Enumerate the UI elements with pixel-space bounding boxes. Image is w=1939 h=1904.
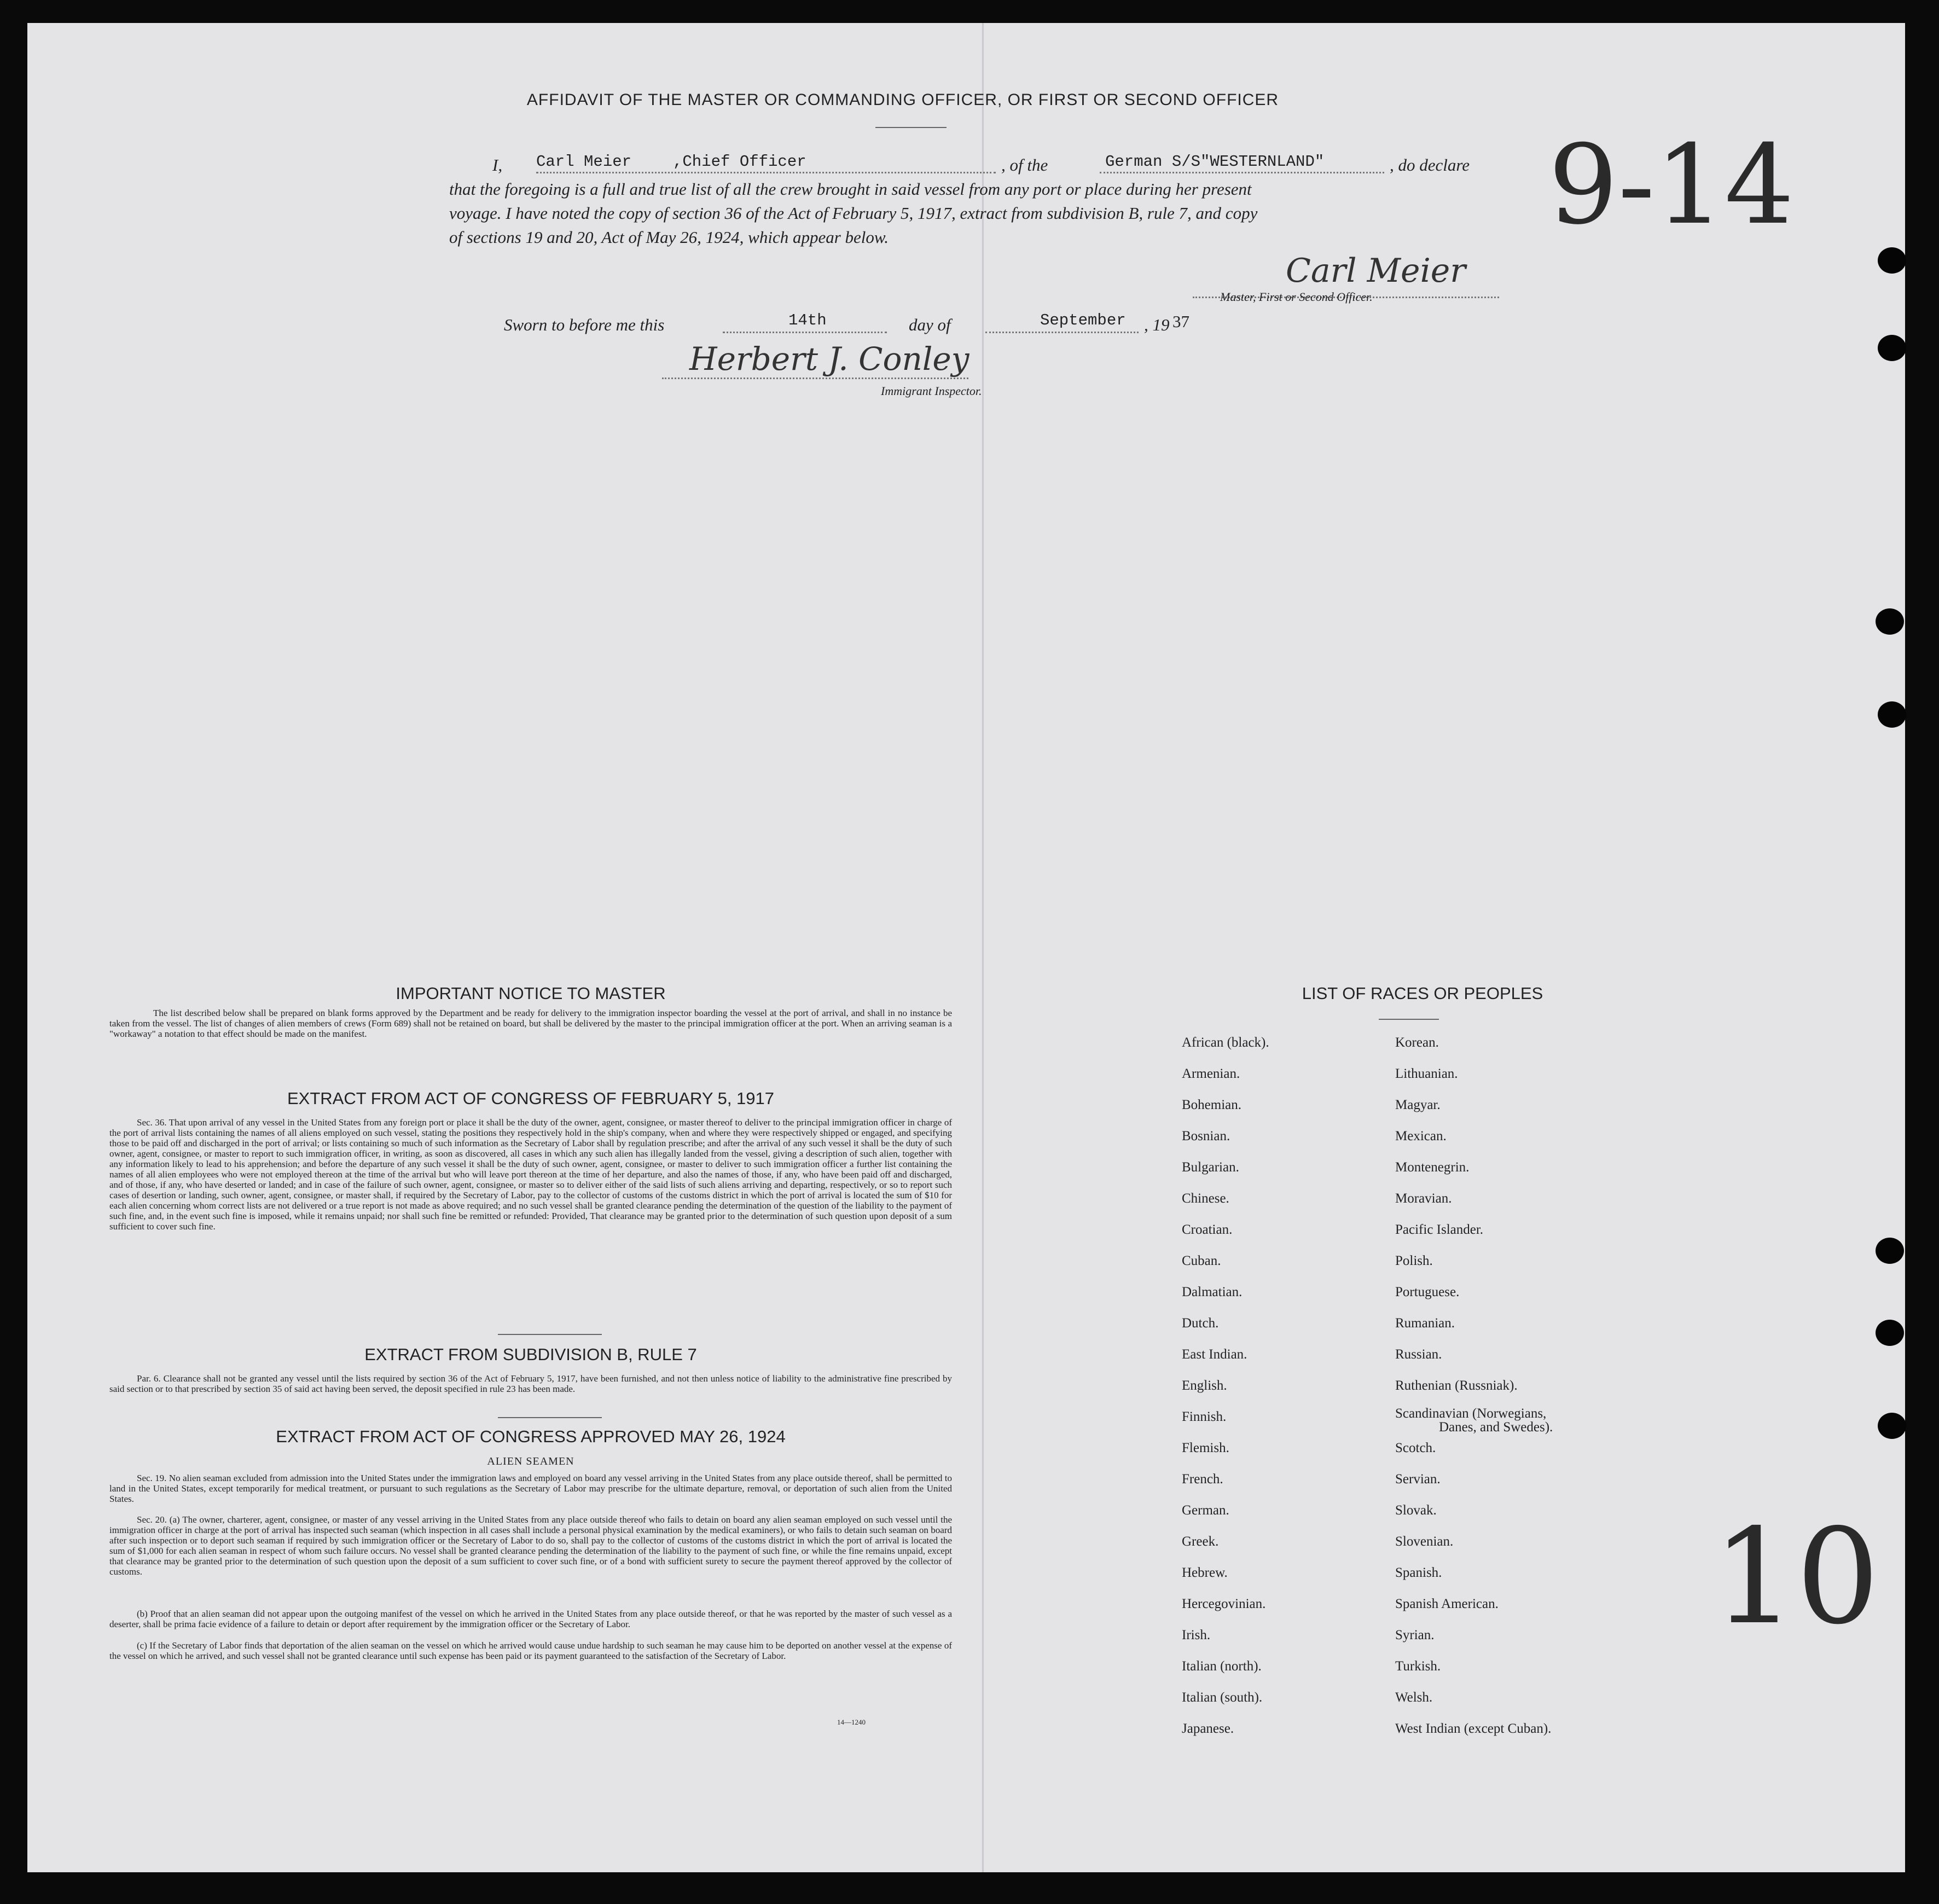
punch-hole xyxy=(1876,1320,1904,1346)
race-item: Spanish American. xyxy=(1395,1597,1499,1611)
sworn-label: Sworn to before me this xyxy=(504,315,665,334)
alien-seamen-subheading: ALIEN SEAMEN xyxy=(487,1455,574,1467)
race-item: Japanese. xyxy=(1182,1721,1234,1736)
form-number: 14—1240 xyxy=(837,1718,866,1726)
of-the-label: , of the xyxy=(1001,155,1048,175)
sworn-month: September xyxy=(1040,311,1126,329)
section-divider xyxy=(498,1334,602,1335)
declaration-line-2: that the foregoing is a full and true list of all the crew brought in said vessel from any port or place during her present xyxy=(449,179,1252,199)
extract-1917-heading: EXTRACT FROM ACT OF CONGRESS OF FEBRUARY 5, 1917 xyxy=(287,1089,775,1108)
race-item: Syrian. xyxy=(1395,1628,1435,1642)
vessel-dotline xyxy=(1100,172,1384,173)
race-item: Finnish. xyxy=(1182,1409,1227,1424)
name-dotline xyxy=(536,172,996,173)
notice-heading: IMPORTANT NOTICE TO MASTER xyxy=(396,984,666,1003)
extract-rule7-body: Par. 6. Clearance shall not be granted any vessel until the lists required by section 36 of the Act of February 5, 1917, have been furnished, and not then unless notice of liability to the administrative fine prescribed by said section or to that prescribed by section 35 of said act having been served, the deposit specified in rule 23 has been made. xyxy=(109,1373,952,1394)
extract-1917-body: Sec. 36. That upon arrival of any vessel in the United States from any foreign port or place it shall be the duty of the owner, agent, consignee, or master thereof to deliver to the principal immigration officer in charge of the port of arrival lists containing the names of all aliens employed on such vessel, stating the positions they respectively hold in the ship's company, when and where they were respectively shipped or engaged, and specifying those to be paid off and discharged in the port of arrival; or lists containing so much of such information as the Secretary of Labor shall by regulation prescribe; and after the arrival of any such vessel it shall be the duty of such owner, agent, consignee, or master to report to such immigration officer, in writing, as soon as discovered, all cases in which any such alien has illegally landed from the vessel, giving a description of such alien, together with any information likely to lead to his apprehension; and before the departure of any such vessel it shall be the duty of such owner, agent, consignee, or master to deliver to such immigration officer a further list containing the names of all alien employees who were not employed thereon at the time of the arrival but who will leave port thereon at the time of her departure, and also the names of those, if any, who have been paid off and discharged, and of those, if any, who have deserted or landed; and in case of the failure of such owner, agent, consignee, or master so to deliver either of the said lists of such aliens arriving and departing, respectively, or so to report such cases of desertion or landing, such owner, agent, consignee, or master shall, if required by the Secretary of Labor, pay to the collector of customs of the customs district in which the port of arrival is located the sum of $10 for each alien concerning whom correct lists are not delivered or a true report is not made as above required; and no such vessel shall be granted clearance pending the determination of the question of the liability to the payment of such fine, and, in the event such fine is imposed, while it remains unpaid; nor shall such fine be remitted or refunded: Provided, That clearance may be granted prior to the determination of such question upon deposit of a sum sufficient to cover such fine. xyxy=(109,1117,952,1232)
race-item: West Indian (except Cuban). xyxy=(1395,1721,1552,1736)
punch-hole xyxy=(1876,1238,1904,1264)
race-item: Dutch. xyxy=(1182,1316,1219,1331)
race-item: Scotch. xyxy=(1395,1441,1436,1455)
race-item: Pacific Islander. xyxy=(1395,1222,1484,1237)
year-suffix: 37 xyxy=(1172,312,1189,331)
punch-hole xyxy=(1878,1413,1906,1439)
punch-hole xyxy=(1878,701,1906,728)
race-item: Turkish. xyxy=(1395,1659,1441,1674)
officer-signature: Carl Meier xyxy=(1286,252,1466,290)
race-item: German. xyxy=(1182,1503,1229,1518)
sec19-body: Sec. 19. No alien seaman excluded from admission into the United States under the immigration laws and employed on board any vessel arriving in the United States from any place outside thereof, shall be permitted to land in the United States, except temporarily for medical treatment, or pursuant to such regulations as the Secretary of Labor may prescribe for the ultimate departure, removal, or deportation of such alien from the United States. xyxy=(109,1473,952,1504)
race-item: Croatian. xyxy=(1182,1222,1233,1237)
race-item: Italian (north). xyxy=(1182,1659,1262,1674)
race-item: Scandinavian (Norwegians, xyxy=(1395,1406,1547,1421)
sec20b-body: (b) Proof that an alien seaman did not appear upon the outgoing manifest of the vessel on which he arrived in the United States from any place outside thereof, or that he was reported by the master of such vessel as a deserter, shall be prima facie evidence of a failure to detain or deport after requirement by the immigration officer or the Secretary of Labor. xyxy=(109,1609,952,1629)
extract-rule7-heading: EXTRACT FROM SUBDIVISION B, RULE 7 xyxy=(364,1345,697,1364)
i-label: I, xyxy=(492,155,503,175)
officer-rank: ,Chief Officer xyxy=(673,153,806,171)
race-item: Slovak. xyxy=(1395,1503,1437,1518)
race-item: Rumanian. xyxy=(1395,1316,1455,1331)
day-dotline xyxy=(723,332,887,333)
sworn-day: 14th xyxy=(788,311,827,329)
vessel-name: German S/S"WESTERNLAND" xyxy=(1105,153,1325,171)
race-item: African (black). xyxy=(1182,1035,1269,1050)
race-item: Moravian. xyxy=(1395,1191,1452,1206)
punch-hole xyxy=(1878,247,1906,274)
race-item: Hercegovinian. xyxy=(1182,1597,1266,1611)
race-item: Chinese. xyxy=(1182,1191,1229,1206)
race-item: Cuban. xyxy=(1182,1253,1221,1268)
race-item-continued: Danes, and Swedes). xyxy=(1439,1420,1553,1435)
declaration-line-4: of sections 19 and 20, Act of May 26, 1924, which appear below. xyxy=(449,228,889,247)
race-item: Irish. xyxy=(1182,1628,1211,1642)
race-item: Flemish. xyxy=(1182,1441,1229,1455)
race-item: Servian. xyxy=(1395,1472,1441,1487)
race-item: Welsh. xyxy=(1395,1690,1433,1705)
day-of-label: day of xyxy=(909,315,951,334)
affidavit-title: AFFIDAVIT OF THE MASTER OR COMMANDING OFFICER, OR FIRST OR SECOND OFFICER xyxy=(526,91,1279,109)
race-item: Montenegrin. xyxy=(1395,1160,1470,1175)
punch-hole xyxy=(1876,608,1904,635)
inspector-signature-line xyxy=(662,378,968,379)
declaration-line-3: voyage. I have noted the copy of section 36 of the Act of February 5, 1917, extract from subdivision B, rule 7, and copy xyxy=(449,204,1258,223)
handwritten-number-bottom: 10 xyxy=(1712,1500,1880,1653)
document-sheet xyxy=(27,23,1905,1872)
race-item: Mexican. xyxy=(1395,1129,1447,1143)
races-heading: LIST OF RACES OR PEOPLES xyxy=(1302,984,1543,1003)
race-item: East Indian. xyxy=(1182,1347,1247,1362)
officer-caption: Master, First or Second Officer. xyxy=(1220,290,1373,304)
race-item: Bohemian. xyxy=(1182,1098,1242,1112)
race-item: Bosnian. xyxy=(1182,1129,1230,1143)
races-divider xyxy=(1379,1019,1439,1020)
inspector-signature: Herbert J. Conley xyxy=(689,340,970,378)
race-item: Lithuanian. xyxy=(1395,1066,1458,1081)
notice-body: The list described below shall be prepared on blank forms approved by the Department and be ready for delivery to the immigration inspector boarding the vessel at the port of arrival, and shall in no instance be taken from the vessel. The list of changes of alien members of crews (Form 689) shall not be retained on board, but shall be delivered by the master to the principal immigration officer at the port. When an arriving seaman is a "workaway" a notation to that effect should be made on the manifest. xyxy=(109,1008,952,1039)
race-item: Greek. xyxy=(1182,1534,1219,1549)
race-item: Dalmatian. xyxy=(1182,1285,1243,1299)
section-divider xyxy=(498,1417,602,1418)
handwritten-number-top: 9-14 xyxy=(1548,121,1795,249)
race-item: Portuguese. xyxy=(1395,1285,1460,1299)
sec20c-body: (c) If the Secretary of Labor finds that deportation of the alien seaman on the vessel on which he arrived would cause undue hardship to such seaman he may cause him to be deported on another vessel at the expense of the vessel on which he arrived, and such vessel shall not be granted clearance until such expense has been paid or its payment guaranteed to the satisfaction of the Secretary of Labor. xyxy=(109,1640,952,1661)
race-item: Italian (south). xyxy=(1182,1690,1263,1705)
officer-name: Carl Meier xyxy=(536,153,632,171)
race-item: Korean. xyxy=(1395,1035,1439,1050)
inspector-caption: Immigrant Inspector. xyxy=(881,384,982,398)
year-prefix: , 19 xyxy=(1144,315,1170,334)
race-item: Slovenian. xyxy=(1395,1534,1454,1549)
race-item: French. xyxy=(1182,1472,1223,1487)
fold-crease xyxy=(982,23,984,1872)
race-item: Hebrew. xyxy=(1182,1565,1228,1580)
sworn-line xyxy=(504,313,1325,337)
race-item: English. xyxy=(1182,1378,1227,1393)
month-dotline xyxy=(985,332,1139,333)
race-item: Armenian. xyxy=(1182,1066,1240,1081)
race-item: Russian. xyxy=(1395,1347,1442,1362)
race-item: Spanish. xyxy=(1395,1565,1442,1580)
race-item: Ruthenian (Russniak). xyxy=(1395,1378,1518,1393)
extract-1924-heading: EXTRACT FROM ACT OF CONGRESS APPROVED MAY 26, 1924 xyxy=(276,1427,786,1446)
title-divider xyxy=(875,127,947,128)
race-item: Polish. xyxy=(1395,1253,1433,1268)
punch-hole xyxy=(1878,335,1906,361)
race-item: Magyar. xyxy=(1395,1098,1441,1112)
do-declare-label: , do declare xyxy=(1390,155,1470,175)
race-item: Bulgarian. xyxy=(1182,1160,1239,1175)
sec20a-body: Sec. 20. (a) The owner, charterer, agent, consignee, or master of any vessel arriving in the United States from any place outside thereof who fails to detain on board any alien seaman employed on such vessel until the immigration officer in charge at the port of arrival has inspected such seaman (which inspection in all cases shall include a personal physical examination by the medical examiners), or who fails to detain such seaman on board after such inspection or to deport such seaman if required by such immigration officer or the Secretary of Labor to do so, shall pay to the collector of customs of the customs district in which the port of arrival is located the sum of $1,000 for each alien seaman in respect of whom such failure occurs. No vessel shall be granted clearance pending the determination of the liability to the payment of such fine, or while the fine remains unpaid, except that clearance may be granted prior to the determination of such question upon the deposit of a sum sufficient to cover such fine, or of a bond with sufficient surety to secure the payment thereof approved by the collector of customs. xyxy=(109,1514,952,1577)
